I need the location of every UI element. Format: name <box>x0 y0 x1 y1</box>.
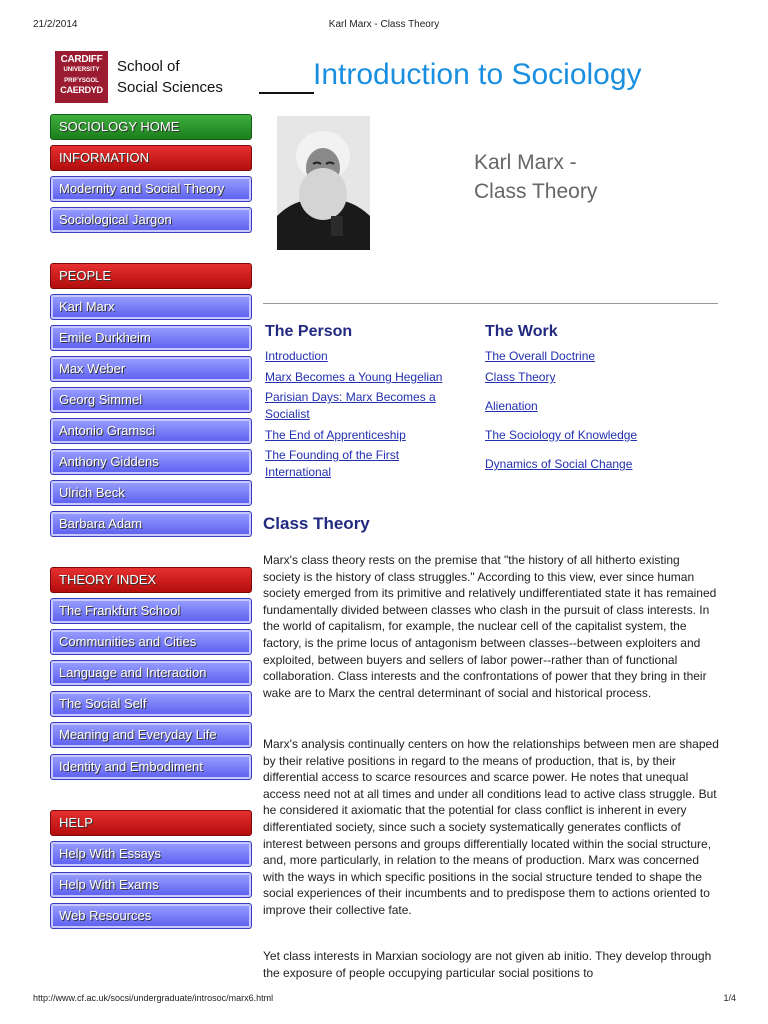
title-underline <box>259 92 314 94</box>
link-sociology-of-knowledge[interactable]: The Sociology of Knowledge <box>485 428 638 442</box>
link-end-of-apprenticeship[interactable]: The End of Apprenticeship <box>265 428 406 442</box>
person-column-title: The Person <box>265 323 353 340</box>
nav-item-weber[interactable]: Max Weber <box>50 356 252 382</box>
nav-item-karl-marx[interactable]: Karl Marx <box>50 294 252 320</box>
portrait-drawing <box>277 116 370 250</box>
paragraph-3: Yet class interests in Marxian sociology are not given ab initio. They develop through the exposure of people occupying particular social positions to <box>263 949 712 980</box>
nav-item-frankfurt[interactable]: The Frankfurt School <box>50 598 252 624</box>
nav-item-language[interactable]: Language and Interaction <box>50 660 252 686</box>
print-title: Karl Marx - Class Theory <box>328 19 440 30</box>
logo-line-caerdyd: CAERDYD <box>60 85 103 95</box>
link-parisian-days[interactable]: Parisian Days: Marx Becomes a Socialist <box>265 390 436 421</box>
nav-item-essays[interactable]: Help With Essays <box>50 841 252 867</box>
nav-header-people: PEOPLE <box>50 263 252 289</box>
nav-item-modernity[interactable]: Modernity and Social Theory <box>50 176 252 202</box>
logo-line-university: UNIVERSITY <box>63 67 100 73</box>
nav-item-exams[interactable]: Help With Exams <box>50 872 252 898</box>
print-url: http://www.cf.ac.uk/socsi/undergraduate/introsoc/marx6.html <box>33 993 274 1003</box>
page-heading-line2: Class Theory <box>474 180 598 203</box>
link-overall-doctrine[interactable]: The Overall Doctrine <box>485 349 596 363</box>
karl-marx-portrait <box>277 116 370 250</box>
print-page-number: 1/4 <box>723 993 736 1003</box>
university-logo[interactable] <box>55 51 108 103</box>
link-young-hegelian[interactable]: Marx Becomes a Young Hegelian <box>265 370 443 384</box>
school-name <box>117 56 223 98</box>
link-introduction[interactable]: Introduction <box>265 349 328 363</box>
page-heading-line1: Karl Marx - <box>474 151 577 174</box>
link-first-international[interactable]: The Founding of the First International <box>265 448 400 479</box>
nav-item-adam[interactable]: Barbara Adam <box>50 511 252 537</box>
nav-item-jargon[interactable]: Sociological Jargon <box>50 207 252 233</box>
nav-item-meaning[interactable]: Meaning and Everyday Life <box>50 722 252 748</box>
paragraph-2: Marx's analysis continually centers on how the relationships between men are shaped by their relative positions in regard to the means of production, that is, by their differential access to scarce resources and scarce power. He notes that unequal access need not at all times and under all conditions lead to active class struggle. But he considered it axiomatic that the potential for class conflict is inherent in every differentiated society, since such a society systematically generates conflicts of interest between persons and groups differentially located within the social structure, and, more particularly, in relation to the means of production. Marx was concerned with the ways in which specific positions in the social structure tended to shape the social experiences of their incumbents and to predispose them to actions oriented to improve their collective fate. <box>263 737 719 917</box>
nav-item-communities[interactable]: Communities and Cities <box>50 629 252 655</box>
paragraph-1: Marx's class theory rests on the premise that "the history of all hitherto existing society is the history of class struggles." According to this view, ever since human society emerged from its primitive and relatively undifferentiated state it has remained fundamentally divided between classes who clash in the pursuit of class interests. In the world of capitalism, for example, the nuclear cell of the capitalist system, the factory, is the prime locus of antagonism between classes--between exploiters and exploited, between buyers and sellers of labor power--rather than of functional collaboration. Class interests and the confrontations of power that they bring in their wake are to Marx the central determinant of social and historical process. <box>263 553 717 700</box>
nav-sociology-home[interactable]: SOCIOLOGY HOME <box>50 114 252 140</box>
nav-item-social-self[interactable]: The Social Self <box>50 691 252 717</box>
section-title: Class Theory <box>263 514 370 533</box>
school-name-line2: Social Sciences <box>117 79 223 96</box>
link-class-theory[interactable]: Class Theory <box>485 370 556 384</box>
link-dynamics-social-change[interactable]: Dynamics of Social Change <box>485 457 633 471</box>
link-alienation[interactable]: Alienation <box>485 399 538 413</box>
divider <box>263 303 718 304</box>
nav-item-beck[interactable]: Ulrich Beck <box>50 480 252 506</box>
nav-item-durkheim[interactable]: Emile Durkheim <box>50 325 252 351</box>
page-heading <box>474 148 597 206</box>
nav-item-giddens[interactable]: Anthony Giddens <box>50 449 252 475</box>
nav-item-web-resources[interactable]: Web Resources <box>50 903 252 929</box>
nav-header-help: HELP <box>50 810 252 836</box>
nav-item-identity[interactable]: Identity and Embodiment <box>50 754 252 780</box>
work-column-title: The Work <box>485 323 558 340</box>
nav-item-gramsci[interactable]: Antonio Gramsci <box>50 418 252 444</box>
logo-line-prifysgol: PRIFYSGOL <box>64 78 99 84</box>
logo-line-cardiff: CARDIFF <box>60 54 103 65</box>
school-name-line1: School of <box>117 58 180 75</box>
print-date: 21/2/2014 <box>33 19 78 30</box>
nav-header-theory-index: THEORY INDEX <box>50 567 252 593</box>
site-title: Introduction to Sociology <box>313 58 642 91</box>
nav-header-information: INFORMATION <box>50 145 252 171</box>
nav-item-simmel[interactable]: Georg Simmel <box>50 387 252 413</box>
